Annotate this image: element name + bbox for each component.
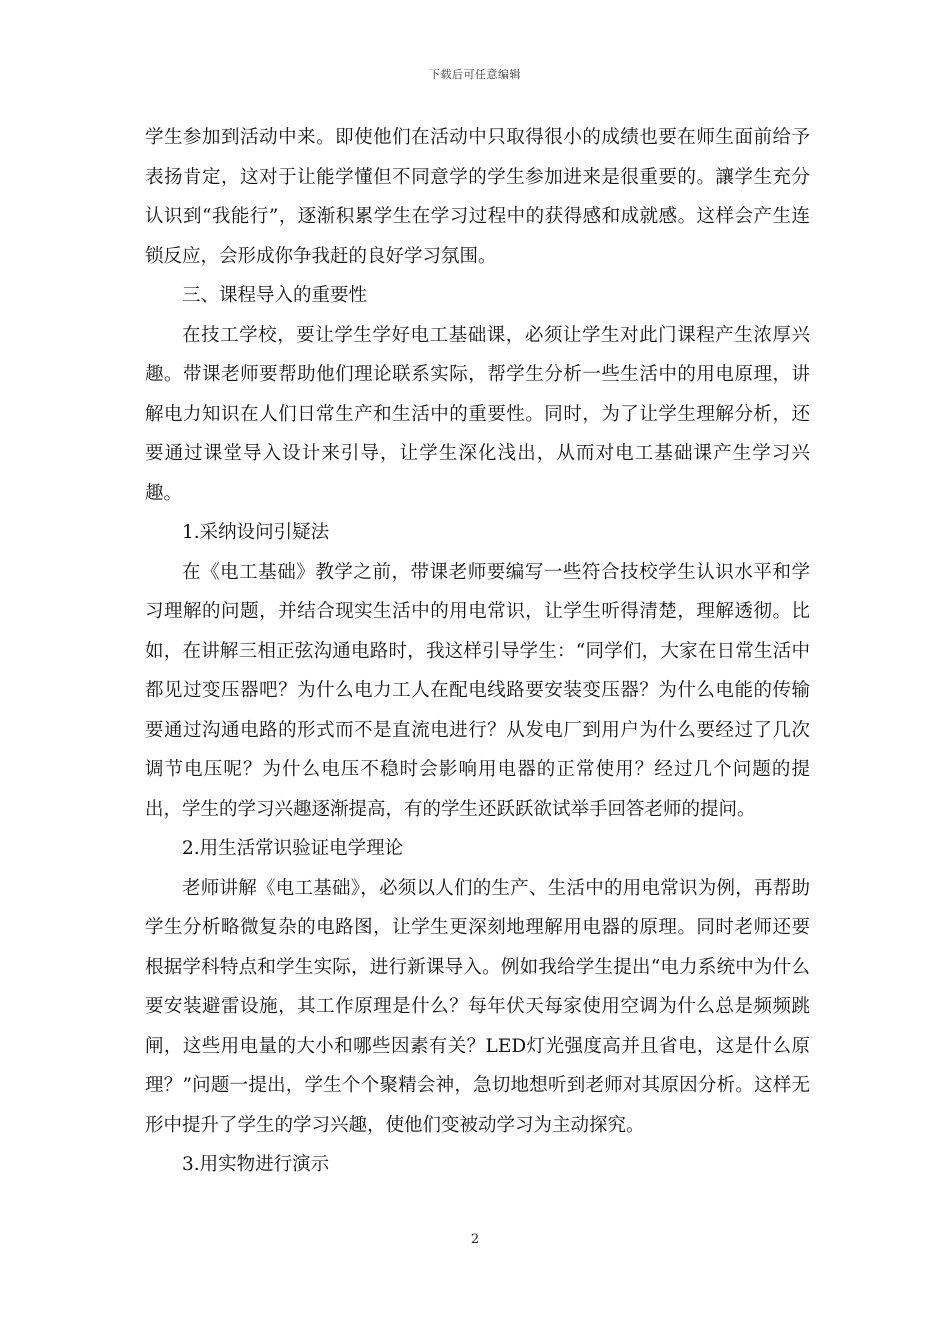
- paragraph-section-3: 在技工学校，要让学生学好电工基础课，必须让学生对此门课程产生浓厚兴趣。带课老师要帮助他们理论联系实际，帮学生分析一些生活中的用电原理，讲解电力知识在人们日常生产和生活中的重要性。同时，为了让学生理解分析，还要通过课堂导入设计来引导，让学生深化浅出，从而对电工基础课产生学习兴趣。: [145, 324, 810, 504]
- page-number: 2: [470, 1232, 480, 1247]
- subheading-item-3: 3.用实物进行演示: [182, 1154, 330, 1175]
- paragraph-intro-continued: 学生参加到活动中来。即使他们在活动中只取得很小的成绩也要在师生面前给予表扬肯定，这对于让能学懂但不同意学的学生参加进来是很重要的。讓学生充分认识到“我能行”，逐渐积累学生在学习过程中的获得感和成就感。这样会产生连锁反应，会形成你争我赶的良好学习氛围。: [145, 127, 810, 267]
- paragraph-item-2: 老师讲解《电工基础》，必须以人们的生产、生活中的用电常识为例，再帮助学生分析略微复杂的电路图，让学生更深刻地理解用电器的原理。同时老师还要根据学科特点和学生实际，进行新课导入。例如我给学生提出“电力系统中为什么要安装避雷设施，其工作原理是什么？每年伏天每家使用空调为什么总是频频跳闸，这些用电量的大小和哪些因素有关？LED灯光强度高并且省电，这是什么原理？”问题一提出，学生个个聚精会神，急切地想听到老师对其原因分析。这样无形中提升了学生的学习兴趣，使他们变被动学习为主动探究。: [145, 877, 810, 1136]
- page-header: 下载后可任意编辑: [429, 68, 521, 81]
- document-body: [145, 118, 810, 1185]
- subheading-item-1: 1.采纳设问引疑法: [182, 522, 330, 543]
- section-heading-3: 三、课程导入的重要性: [182, 285, 368, 306]
- paragraph-item-1: 在《电工基础》教学之前，带课老师要编写一些符合技校学生认识水平和学习理解的问题，并结合现实生活中的用电常识，让学生听得清楚，理解透彻。比如，在讲解三相正弦沟通电路时，我这样引导学生：“同学们，大家在日常生活中都见过变压器吧？为什么电力工人在配电线路要安装变压器？为什么电能的传输要通过沟通电路的形式而不是直流电进行？从发电厂到用户为什么要经过了几次调节电压呢？为什么电压不稳时会影响用电器的正常使用？经过几个问题的提出，学生的学习兴趣逐渐提高，有的学生还跃跃欲试举手回答老师的提问。: [145, 561, 810, 820]
- subheading-item-2: 2.用生活常识验证电学理论: [182, 838, 404, 859]
